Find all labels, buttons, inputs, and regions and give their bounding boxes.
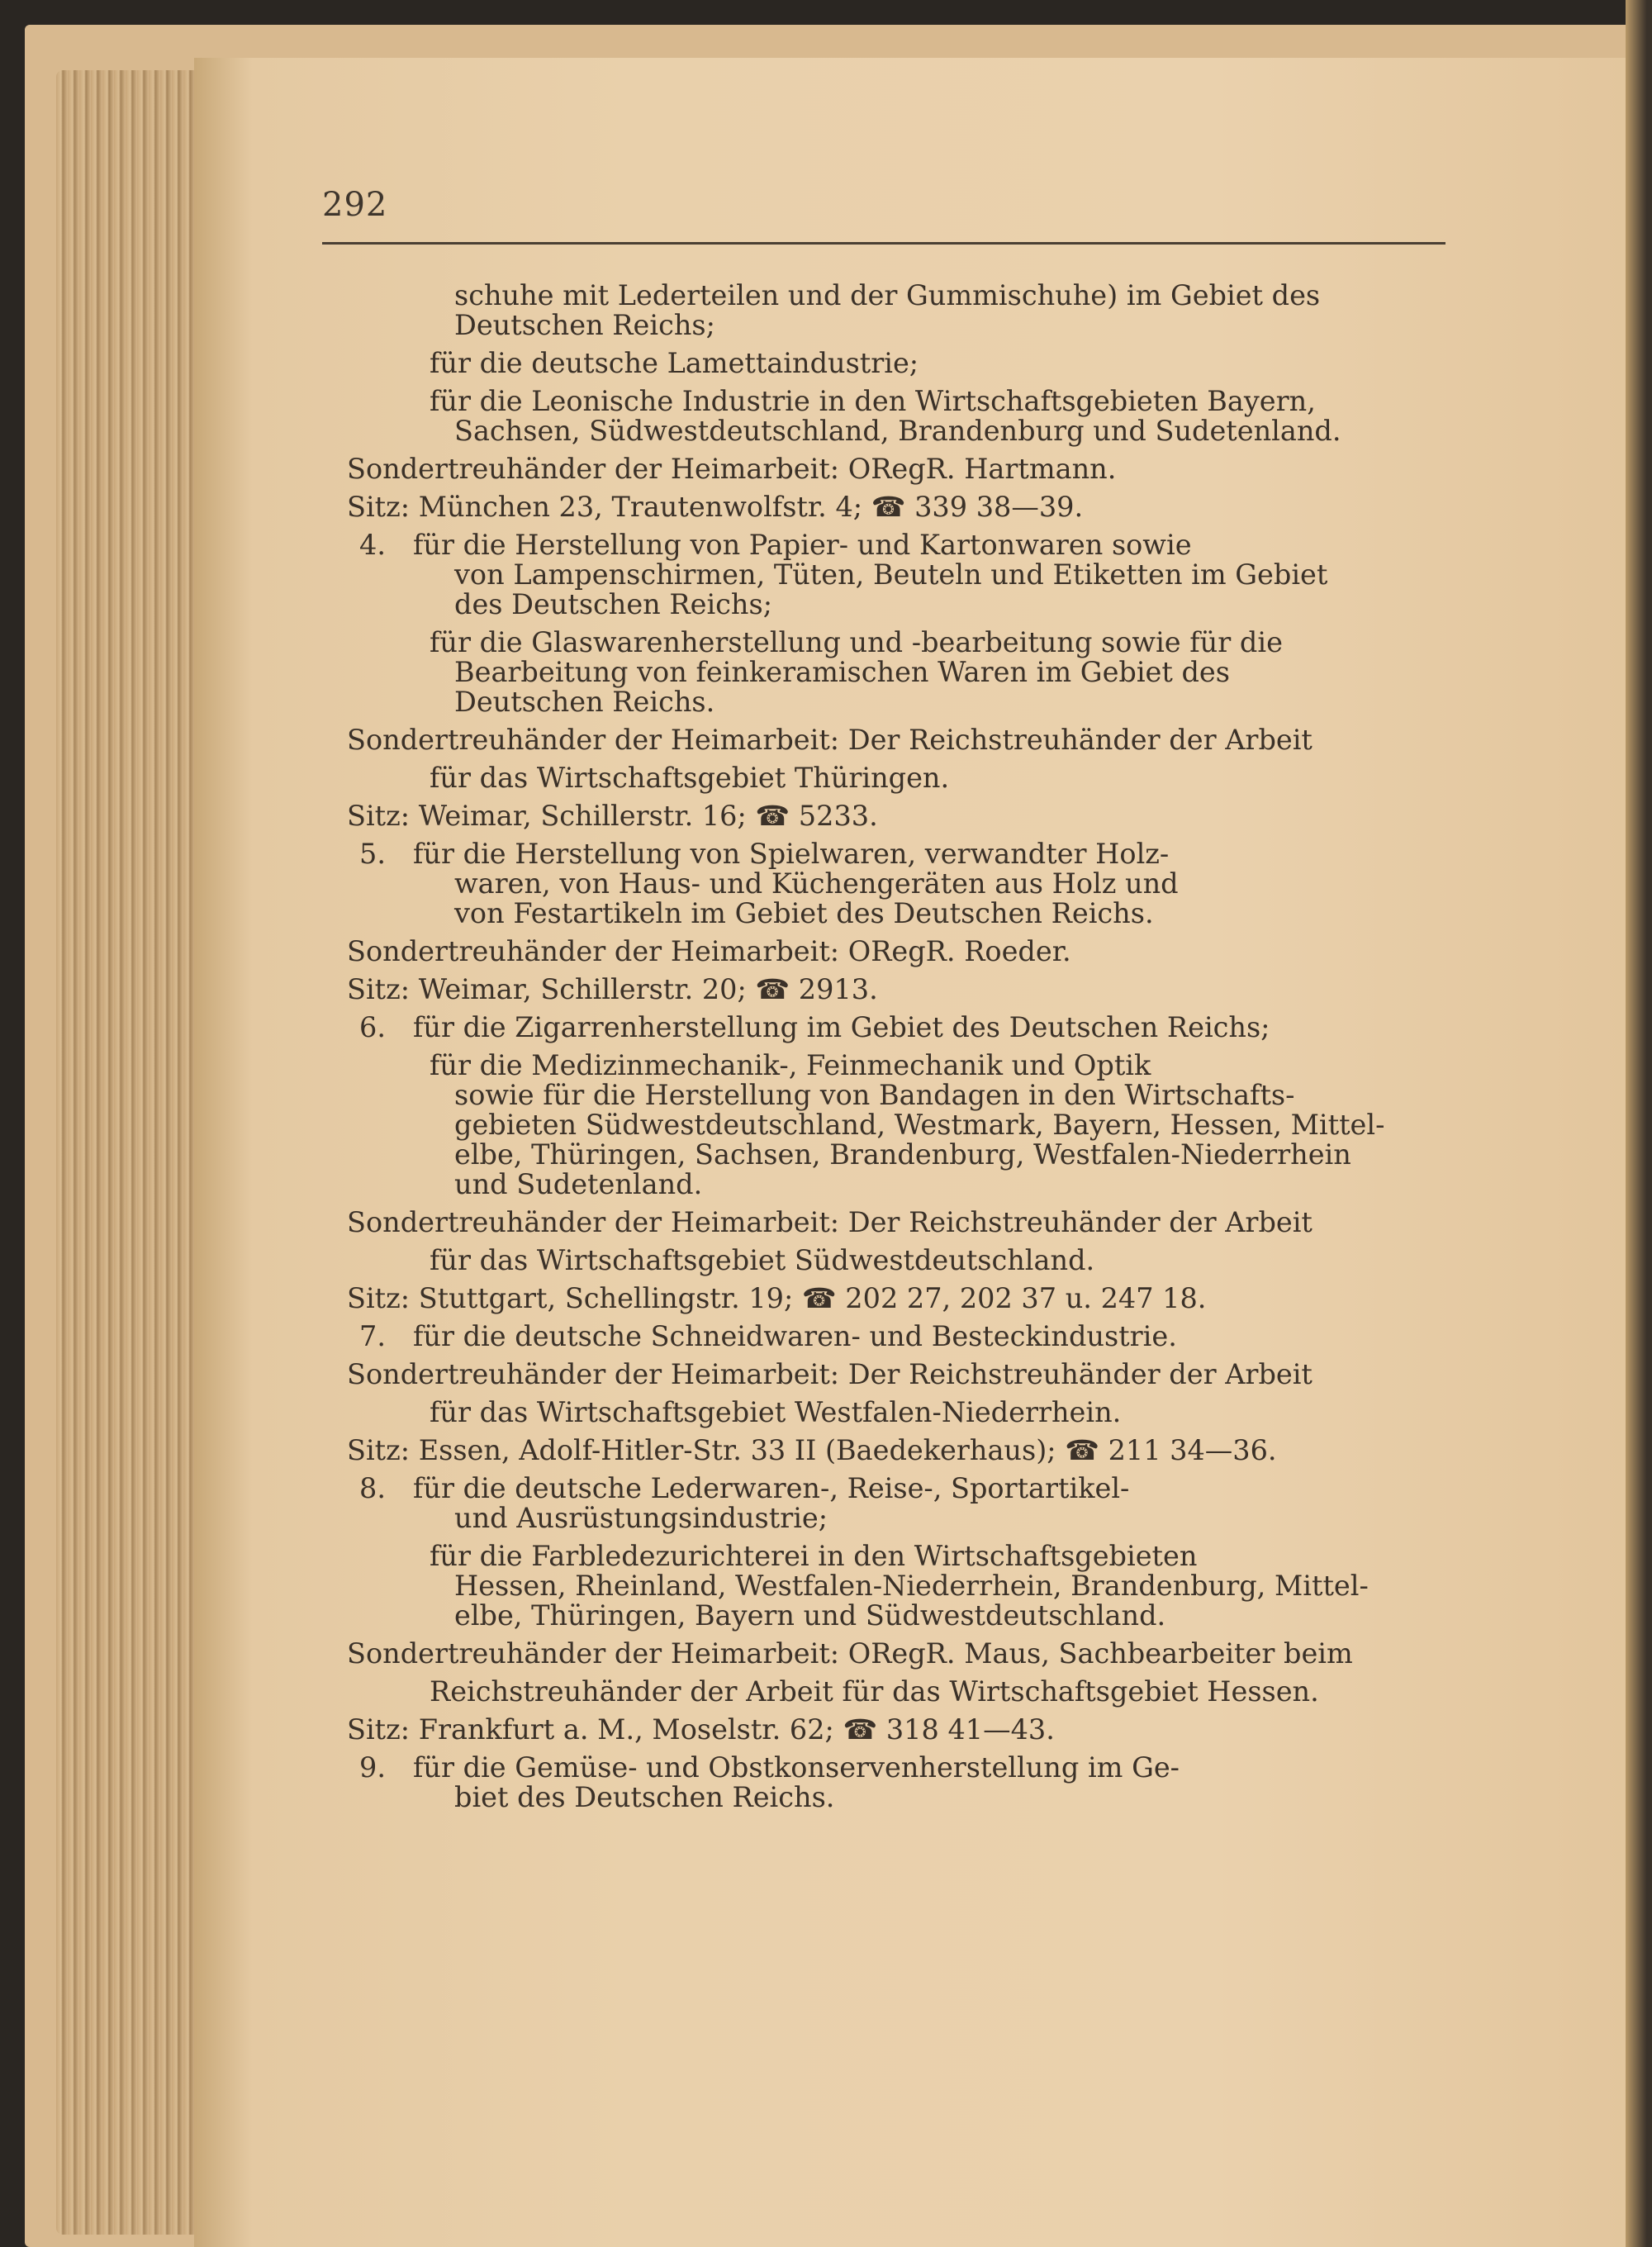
line-text: des Deutschen Reichs;: [454, 588, 772, 620]
line-text: für das Wirtschaftsgebiet Thüringen.: [430, 762, 950, 794]
text-line: [347, 387, 1446, 416]
book-gutter: [1626, 0, 1652, 2247]
text-line: [347, 1170, 1446, 1200]
line-text: von Lampenschirmen, Tüten, Beuteln und Etiketten im Gebiet: [454, 558, 1328, 591]
line-text: waren, von Haus- und Küchengeräten aus Holz und: [454, 867, 1179, 900]
line-text: Sondertreuhänder der Heimarbeit: ORegR. Hartmann.: [347, 453, 1117, 485]
line-text: Reichstreuhänder der Arbeit für das Wirtschaftsgebiet Hessen.: [430, 1675, 1319, 1708]
line-text: für die deutsche Lamettaindustrie;: [430, 347, 919, 379]
text-line: [347, 560, 1446, 590]
numbered-item-line: [347, 839, 1446, 869]
line-text: und Ausrüstungsindustrie;: [454, 1502, 828, 1534]
text-line: [347, 1398, 1446, 1428]
item-number: 4.: [359, 529, 386, 561]
numbered-item-line: [347, 530, 1446, 560]
text-line: [347, 1051, 1446, 1081]
text-line: [347, 725, 1446, 755]
line-text: Bearbeitung von feinkeramischen Waren im Gebiet des: [454, 656, 1230, 688]
text-line: [347, 658, 1446, 687]
text-line: [347, 1677, 1446, 1707]
text-line: [347, 687, 1446, 717]
text-line: [347, 590, 1446, 620]
page-edges: [56, 70, 205, 2235]
page-body: [347, 281, 1446, 1812]
text-line: [347, 416, 1446, 446]
line-text: Sondertreuhänder der Heimarbeit: ORegR. Roeder.: [347, 935, 1071, 967]
line-text: Sondertreuhänder der Heimarbeit: Der Reichstreuhänder der Arbeit: [347, 1358, 1313, 1390]
line-text: Sitz: München 23, Trautenwolfstr. 4; ☎ 339 38—39.: [347, 491, 1084, 523]
text-line: [347, 869, 1446, 899]
text-line: [347, 975, 1446, 1005]
line-text: Sitz: Frankfurt a. M., Moselstr. 62; ☎ 318 41—43.: [347, 1713, 1055, 1746]
numbered-item-line: [347, 1013, 1446, 1043]
line-text: Deutschen Reichs.: [454, 686, 715, 718]
text-line: [347, 492, 1446, 522]
item-number: 5.: [359, 838, 386, 870]
line-text: elbe, Thüringen, Bayern und Südwestdeutschland.: [454, 1599, 1166, 1632]
text-line: [347, 1284, 1446, 1314]
line-text: für die Leonische Industrie in den Wirtschaftsgebieten Bayern,: [430, 385, 1316, 417]
text-line: [347, 311, 1446, 340]
line-text: Sachsen, Südwestdeutschland, Brandenburg und Sudetenland.: [454, 415, 1341, 447]
line-text: Sondertreuhänder der Heimarbeit: Der Reichstreuhänder der Arbeit: [347, 724, 1313, 756]
item-number: 9.: [359, 1751, 386, 1784]
text-line: [347, 1542, 1446, 1571]
line-text: für das Wirtschaftsgebiet Südwestdeutschland.: [430, 1244, 1095, 1276]
numbered-item-line: [347, 1753, 1446, 1783]
line-text: Sitz: Weimar, Schillerstr. 20; ☎ 2913.: [347, 973, 878, 1005]
text-line: [347, 1360, 1446, 1390]
header-rule: [322, 242, 1446, 245]
line-text: von Festartikeln im Gebiet des Deutschen Reichs.: [454, 897, 1154, 929]
numbered-item-line: [347, 1322, 1446, 1352]
line-text: Sitz: Stuttgart, Schellingstr. 19; ☎ 202 27, 202 37 u. 247 18.: [347, 1282, 1207, 1314]
line-text: biet des Deutschen Reichs.: [454, 1781, 835, 1813]
line-text: Sitz: Essen, Adolf-Hitler-Str. 33 II (Baedekerhaus); ☎ 211 34—36.: [347, 1434, 1277, 1466]
text-line: [347, 1783, 1446, 1812]
text-line: [347, 1140, 1446, 1170]
page-number: 292: [322, 186, 388, 224]
text-line: [347, 281, 1446, 311]
item-number: 7.: [359, 1320, 386, 1352]
line-text: Hessen, Rheinland, Westfalen-Niederrhein, Brandenburg, Mittel-: [454, 1570, 1369, 1602]
line-text: für die Herstellung von Papier- und Kartonwaren sowie: [413, 529, 1192, 561]
text-line: [347, 937, 1446, 967]
item-number: 6.: [359, 1011, 386, 1043]
text-line: [347, 454, 1446, 484]
text-line: [347, 1110, 1446, 1140]
line-text: Sondertreuhänder der Heimarbeit: Der Reichstreuhänder der Arbeit: [347, 1206, 1313, 1238]
line-text: Sitz: Weimar, Schillerstr. 16; ☎ 5233.: [347, 800, 878, 832]
line-text: Deutschen Reichs;: [454, 309, 715, 341]
line-text: für die Gemüse- und Obstkonservenherstellung im Ge-: [413, 1751, 1180, 1784]
line-text: für die Herstellung von Spielwaren, verwandter Holz-: [413, 838, 1170, 870]
text-line: [347, 899, 1446, 929]
line-text: für die Farbledezurichterei in den Wirtschaftsgebieten: [430, 1540, 1198, 1572]
line-text: für die deutsche Lederwaren-, Reise-, Sportartikel-: [413, 1472, 1130, 1504]
text-line: [347, 763, 1446, 793]
numbered-item-line: [347, 1474, 1446, 1504]
text-line: [347, 1571, 1446, 1601]
line-text: Sondertreuhänder der Heimarbeit: ORegR. Maus, Sachbearbeiter beim: [347, 1637, 1353, 1670]
line-text: sowie für die Herstellung von Bandagen in den Wirtschafts-: [454, 1079, 1295, 1111]
text-line: [347, 1504, 1446, 1533]
line-text: für die deutsche Schneidwaren- und Besteckindustrie.: [413, 1320, 1177, 1352]
text-line: [347, 1081, 1446, 1110]
page-header: [322, 186, 1446, 224]
text-line: [347, 1246, 1446, 1276]
text-line: [347, 1436, 1446, 1466]
line-text: und Sudetenland.: [454, 1168, 703, 1200]
line-text: für die Glaswarenherstellung und -bearbeitung sowie für die: [430, 626, 1283, 658]
line-text: schuhe mit Lederteilen und der Gummischuhe) im Gebiet des: [454, 279, 1321, 311]
line-text: für die Zigarrenherstellung im Gebiet des Deutschen Reichs;: [413, 1011, 1270, 1043]
text-line: [347, 628, 1446, 658]
line-text: elbe, Thüringen, Sachsen, Brandenburg, Westfalen-Niederrhein: [454, 1138, 1351, 1171]
text-line: [347, 1601, 1446, 1631]
item-number: 8.: [359, 1472, 386, 1504]
text-line: [347, 1208, 1446, 1238]
text-line: [347, 1639, 1446, 1669]
line-text: für die Medizinmechanik-, Feinmechanik und Optik: [430, 1049, 1151, 1081]
text-line: [347, 349, 1446, 378]
line-text: für das Wirtschaftsgebiet Westfalen-Niederrhein.: [430, 1396, 1122, 1428]
text-line: [347, 1715, 1446, 1745]
line-text: gebieten Südwestdeutschland, Westmark, Bayern, Hessen, Mittel-: [454, 1109, 1385, 1141]
text-line: [347, 801, 1446, 831]
